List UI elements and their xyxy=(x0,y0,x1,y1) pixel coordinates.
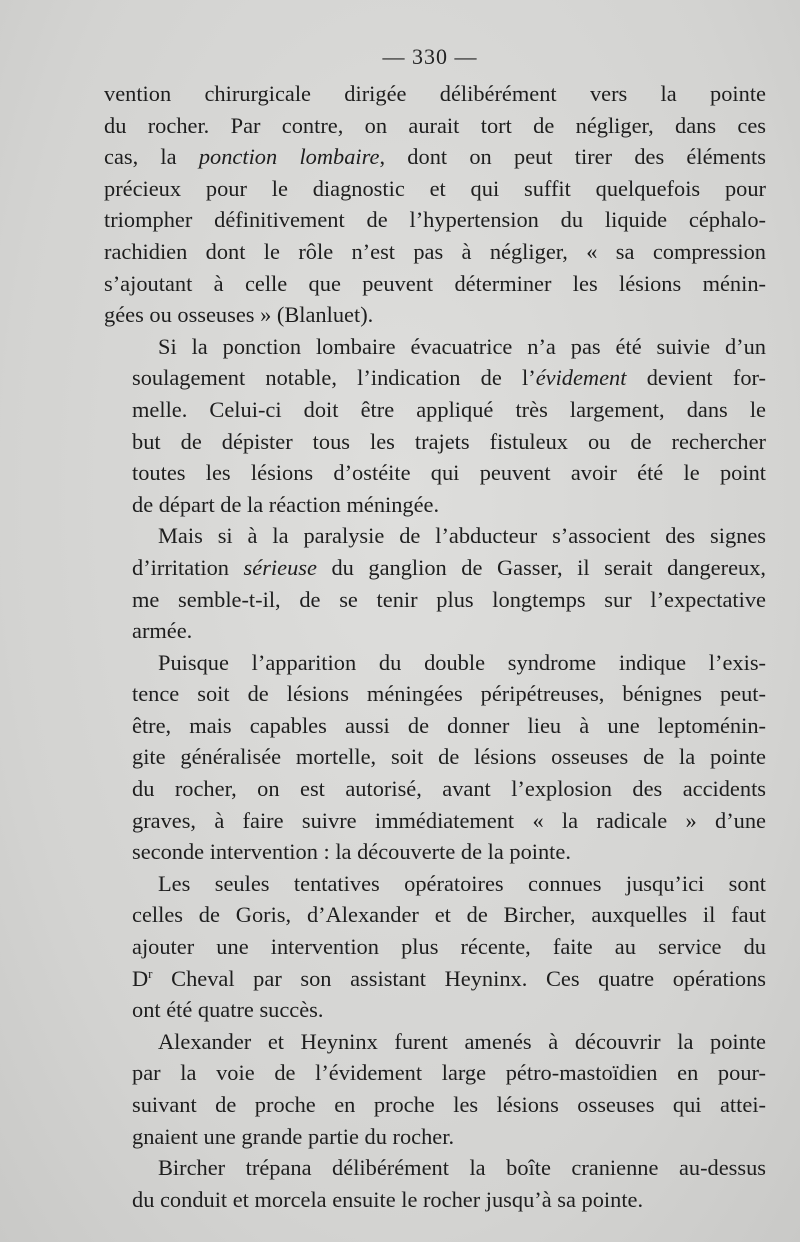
text-line: celles de Goris, d’Alexander et de Bircher, auxquelles il faut xyxy=(132,902,766,928)
text-line: d’irritation sérieuse du ganglion de Gasser, il serait dangereux, xyxy=(132,554,766,580)
text-line: gées ou osseuses » (Blanluet). xyxy=(104,302,374,328)
text-line: $D^r$ Cheval par son assistant Heyninx. Ces quatre opérations xyxy=(132,965,766,991)
text-line: ont été quatre succès. xyxy=(132,997,324,1023)
text-line: me semble-t-il, de se tenir plus longtemps sur l’expectative xyxy=(132,586,766,612)
paragraph-7 xyxy=(104,1152,766,1215)
paragraph-2 xyxy=(104,331,766,521)
text-line: du rocher, on est autorisé, avant l’explosion des accidents xyxy=(132,776,766,802)
paragraph-6 xyxy=(104,1026,766,1152)
text-line: Mais si à la paralysie de l’abducteur s’associent des signes xyxy=(158,523,766,549)
text-line: toutes les lésions d’ostéite qui peuvent avoir été le point xyxy=(132,460,766,486)
text-line: Bircher trépana délibérément la boîte cranienne au-dessus xyxy=(158,1155,766,1181)
text-line: s’ajoutant à celle que peuvent déterminer les lésions ménin- xyxy=(104,270,766,296)
text-line: suivant de proche en proche les lésions osseuses qui attei- xyxy=(132,1092,766,1117)
text-line: vention chirurgicale dirigée délibérément vers la pointe xyxy=(104,81,766,106)
page-number: — 330 — xyxy=(382,44,478,69)
text-line: du rocher. Par contre, on aurait tort de négliger, dans ces xyxy=(104,112,766,138)
text-line: but de dépister tous les trajets fistuleux ou de rechercher xyxy=(132,428,766,454)
text-line: cas, la ponction lombaire, dont on peut tirer des éléments xyxy=(104,144,766,170)
text-line: Alexander et Heyninx furent amenés à découvrir la pointe xyxy=(158,1028,766,1054)
text-line: ajouter une intervention plus récente, faite au service du xyxy=(132,934,766,960)
text-line: Les seules tentatives opératoires connues jusqu’ici sont xyxy=(158,870,766,896)
paragraph-5 xyxy=(104,868,766,1026)
text-line: Puisque l’apparition du double syndrome indique l’exis- xyxy=(158,649,766,675)
text-line: par la voie de l’évidement large pétro-mastoïdien en pour- xyxy=(132,1060,766,1086)
text-line: triompher définitivement de l’hypertension du liquide céphalo- xyxy=(104,207,766,233)
text-line: melle. Celui-ci doit être appliqué très largement, dans le xyxy=(132,396,766,422)
text-line: seconde intervention : la découverte de la pointe. xyxy=(132,839,571,865)
paragraph-1 xyxy=(104,78,766,331)
text-line: armée. xyxy=(132,618,193,644)
body-text xyxy=(104,78,766,1215)
text-line: être, mais capables aussi de donner lieu à une leptoménin- xyxy=(132,712,766,738)
text-line: soulagement notable, l’indication de l’évidement devient for- xyxy=(132,365,766,391)
paragraph-4 xyxy=(104,647,766,868)
text-line: Si la ponction lombaire évacuatrice n’a pas été suivie d’un xyxy=(158,333,766,359)
text-line: graves, à faire suivre immédiatement « la radicale » d’une xyxy=(132,807,766,833)
text-line: gnaient une grande partie du rocher. xyxy=(132,1123,455,1149)
text-line: précieux pour le diagnostic et qui suffit quelquefois pour xyxy=(104,175,766,201)
paragraph-3 xyxy=(104,520,766,646)
text-line: gite généralisée mortelle, soit de lésions osseuses de la pointe xyxy=(132,744,766,770)
text-line: de départ de la réaction méningée. xyxy=(132,491,440,517)
text-line: du conduit et morcela ensuite le rocher jusqu’à sa pointe. xyxy=(132,1186,644,1212)
text-line: rachidien dont le rôle n’est pas à négliger, « sa compression xyxy=(104,238,766,264)
text-line: tence soit de lésions méningées péripétreuses, bénignes peut- xyxy=(132,681,766,707)
